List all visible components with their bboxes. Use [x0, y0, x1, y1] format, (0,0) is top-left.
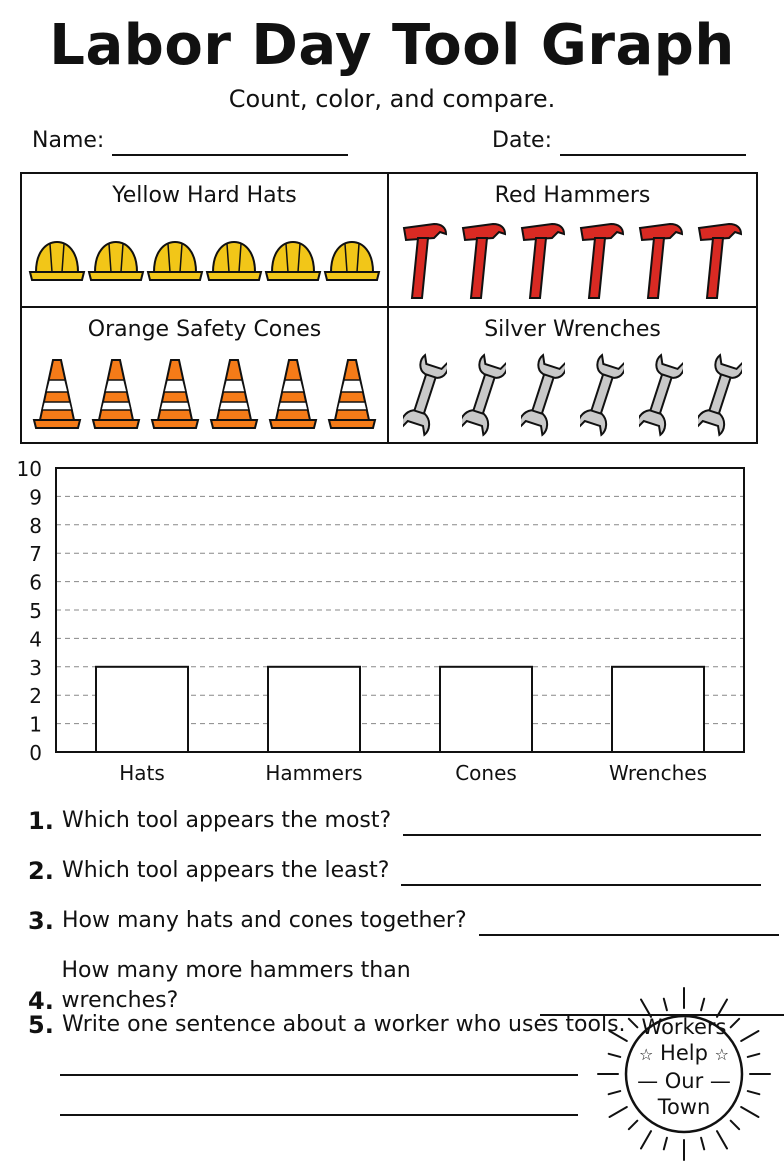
sun-ray — [701, 999, 704, 1011]
sun-ray — [610, 1107, 627, 1117]
date-answer-line[interactable] — [560, 130, 746, 156]
question-1 — [28, 806, 761, 836]
picture-cell-wrenches — [389, 308, 756, 442]
picture-grid — [20, 172, 758, 444]
question-text: Which tool appears the most? — [62, 808, 392, 833]
safety-cone-icon — [91, 354, 141, 434]
sun-ray — [731, 1121, 739, 1129]
bar-graph-svg — [0, 452, 784, 792]
wrench-row — [395, 352, 750, 436]
safety-cone-icon — [268, 354, 318, 434]
wrench-icon — [462, 351, 506, 437]
sun-ray — [741, 1031, 758, 1041]
y-tick-label: 1 — [29, 712, 42, 737]
x-tick-label: Wrenches — [608, 761, 708, 785]
badge-word: Our — [664, 1069, 704, 1093]
hammer-icon — [400, 218, 450, 302]
wrench-icon — [639, 351, 683, 437]
x-tick-label: Hammers — [265, 761, 363, 785]
answer-line[interactable] — [403, 810, 761, 836]
answer-line[interactable] — [401, 860, 761, 886]
question-number: 3. — [28, 907, 54, 935]
sun-ray — [741, 1107, 758, 1117]
badge-line: Workers — [641, 1015, 727, 1039]
hammer-icon — [518, 218, 568, 302]
y-tick-label: 5 — [29, 599, 42, 623]
picture-cell-cones — [22, 308, 389, 442]
y-tick-label: 3 — [29, 655, 42, 680]
hammer-row — [395, 218, 750, 302]
picture-cell-label: Red Hammers — [494, 183, 651, 208]
picture-cell-label: Silver Wrenches — [484, 317, 661, 342]
bar — [268, 667, 360, 752]
name-field — [32, 126, 348, 156]
sun-ray — [641, 1131, 651, 1148]
date-field — [492, 126, 746, 156]
badge-word: Help — [660, 1041, 708, 1065]
badge-line: Town — [657, 1095, 711, 1119]
workers-badge — [594, 984, 774, 1164]
hard-hat-icon — [146, 234, 204, 286]
bar — [96, 667, 188, 752]
y-tick-label: 9 — [29, 485, 42, 510]
picture-cell-hard-hats — [22, 174, 389, 308]
page-title: Labor Day Tool Graph — [49, 13, 735, 78]
hammer-icon — [695, 218, 745, 302]
sun-ray — [748, 1091, 760, 1094]
question-text: How many more hammers than wrenches? — [61, 958, 411, 1013]
hard-hat-icon — [28, 234, 86, 286]
wrench-icon — [521, 351, 565, 437]
question-5 — [28, 1010, 626, 1040]
badge-line — [634, 1040, 734, 1068]
y-tick-label: 8 — [29, 513, 42, 538]
safety-cone-icon — [32, 354, 82, 434]
star-icon: ☆ — [714, 1045, 729, 1064]
badge-text — [634, 1014, 734, 1120]
sun-ray — [664, 1138, 667, 1150]
picture-cell-label: Orange Safety Cones — [87, 317, 322, 342]
sun-ray — [701, 1138, 704, 1150]
question-text: How many hats and cones together? — [62, 908, 467, 933]
wrench-icon — [580, 351, 624, 437]
hard-hat-icon — [264, 234, 322, 286]
bar — [440, 667, 532, 752]
picture-cell-hammers — [389, 174, 756, 308]
y-tick-label: 7 — [29, 542, 42, 567]
safety-cone-icon — [327, 354, 377, 434]
hard-hat-icon — [323, 234, 381, 286]
safety-cone-icon — [209, 354, 259, 434]
wrench-icon — [698, 351, 742, 437]
sun-ray — [609, 1054, 621, 1057]
x-tick-label: Cones — [455, 761, 517, 785]
writing-line[interactable] — [60, 1074, 578, 1076]
question-number: 1. — [28, 807, 54, 835]
sun-ray — [609, 1091, 621, 1094]
answer-line[interactable] — [479, 910, 779, 936]
wrench-icon — [403, 351, 447, 437]
y-tick-label: 10 — [16, 457, 42, 481]
y-tick-label: 4 — [29, 627, 42, 652]
date-label: Date: — [492, 128, 552, 153]
cone-row — [28, 352, 381, 436]
y-tick-label: 6 — [29, 570, 42, 595]
question-number: 5. — [28, 1011, 54, 1039]
bar — [612, 667, 704, 752]
badge-line: — Our — — [637, 1069, 731, 1093]
hard-hat-row — [28, 218, 381, 302]
writing-line[interactable] — [60, 1114, 578, 1116]
question-text: Write one sentence about a worker who uses tools. — [62, 1012, 626, 1037]
sun-ray — [610, 1031, 627, 1041]
hard-hat-icon — [205, 234, 263, 286]
sun-ray — [629, 1121, 637, 1129]
hammer-icon — [636, 218, 686, 302]
sun-ray — [717, 1131, 727, 1148]
name-answer-line[interactable] — [112, 130, 348, 156]
question-text: Which tool appears the least? — [62, 858, 390, 883]
page-subtitle: Count, color, and compare. — [228, 85, 556, 113]
hammer-icon — [577, 218, 627, 302]
safety-cone-icon — [150, 354, 200, 434]
y-tick-label: 2 — [29, 684, 42, 709]
x-tick-label: Hats — [119, 761, 165, 785]
question-number: 4. — [28, 987, 54, 1015]
name-label: Name: — [32, 128, 105, 153]
bar-graph — [0, 452, 784, 792]
question-2 — [28, 856, 761, 886]
hard-hat-icon — [87, 234, 145, 286]
sun-ray — [664, 999, 667, 1011]
sun-ray — [748, 1054, 760, 1057]
question-3 — [28, 906, 779, 936]
star-icon: ☆ — [639, 1045, 654, 1064]
picture-cell-label: Yellow Hard Hats — [112, 183, 297, 208]
hammer-icon — [459, 218, 509, 302]
y-tick-label: 0 — [29, 741, 42, 765]
question-number: 2. — [28, 857, 54, 885]
